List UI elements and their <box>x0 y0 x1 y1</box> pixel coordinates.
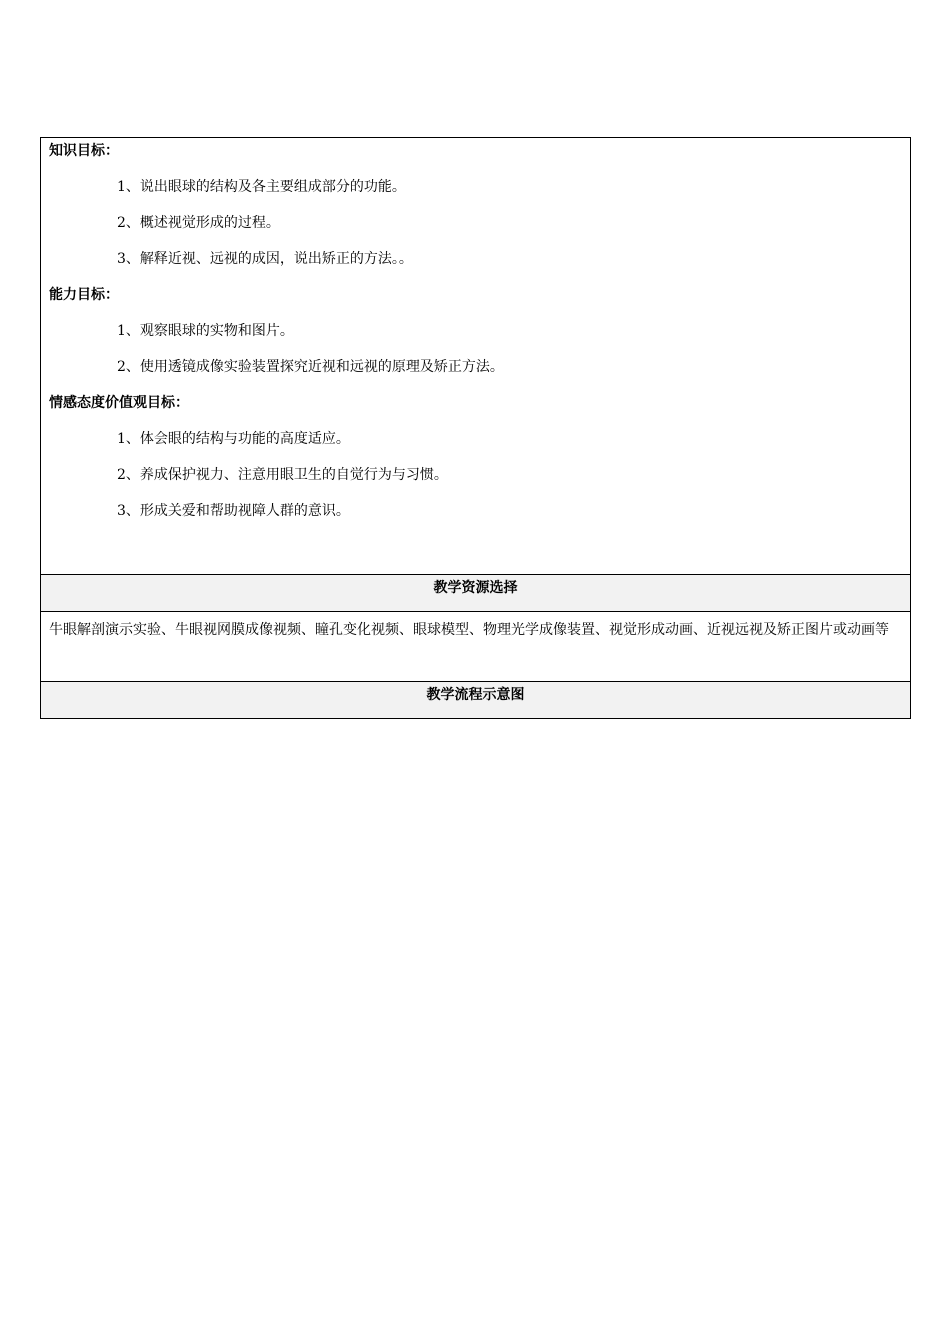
resources-content-row <box>41 612 911 682</box>
flowchart-section-title: 教学流程示意图 <box>41 682 911 719</box>
knowledge-objective-item: 2、概述视觉形成的过程。 <box>117 215 280 231</box>
knowledge-objective-item: 1、说出眼球的结构及各主要组成部分的功能。 <box>117 179 406 195</box>
flowchart-header-row <box>41 682 911 719</box>
lesson-plan-table <box>40 137 911 719</box>
ability-objective-item: 1、观察眼球的实物和图片。 <box>117 323 294 339</box>
knowledge-objectives-heading: 知识目标： <box>49 143 119 159</box>
resources-text: 牛眼解剖演示实验、牛眼视网膜成像视频、瞳孔变化视频、眼球模型、物理光学成像装置、视觉形成动画、近视远视及矫正图片或动画等 <box>49 622 889 638</box>
attitude-objective-item: 1、体会眼的结构与功能的高度适应。 <box>117 431 350 447</box>
objectives-cell <box>41 138 911 575</box>
knowledge-objective-item: 3、解释近视、远视的成因，说出矫正的方法。。 <box>117 251 413 267</box>
resources-section-title: 教学资源选择 <box>41 575 911 612</box>
attitude-objective-item: 2、养成保护视力、注意用眼卫生的自觉行为与习惯。 <box>117 467 448 483</box>
ability-objective-item: 2、使用透镜成像实验装置探究近视和远视的原理及矫正方法。 <box>117 359 504 375</box>
resources-header-row <box>41 575 911 612</box>
attitude-objective-item: 3、形成关爱和帮助视障人群的意识。 <box>117 503 350 519</box>
resources-cell <box>41 612 911 682</box>
ability-objectives-heading: 能力目标： <box>49 287 119 303</box>
objectives-row <box>41 138 911 575</box>
attitude-objectives-heading: 情感态度价值观目标： <box>49 395 189 411</box>
